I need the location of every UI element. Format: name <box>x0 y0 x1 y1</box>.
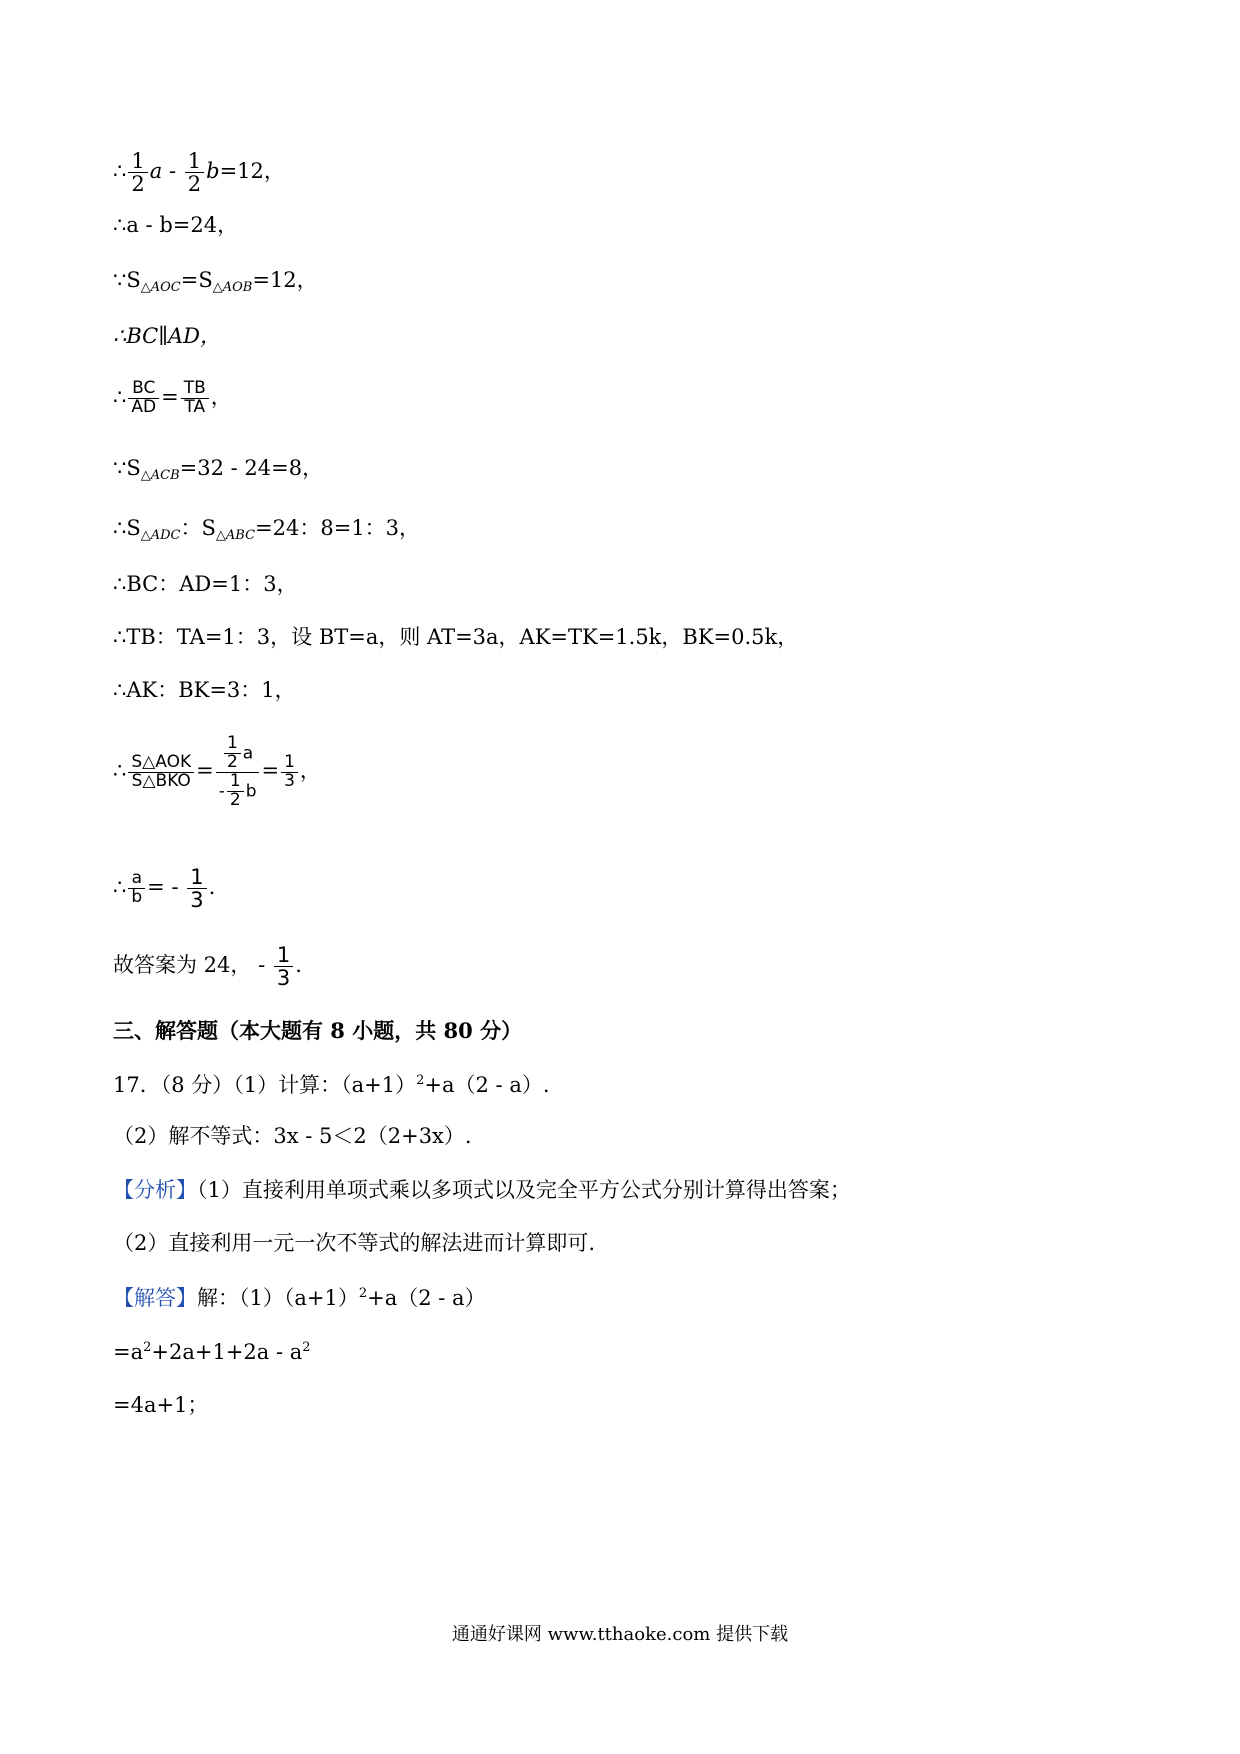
equation-line-7: $\therefore S_{\triangle ADC}$：$S_{\triangle ABC}=24$：8=1：3， <box>113 516 421 543</box>
fraction: $\frac{1}{3}$ <box>187 866 206 911</box>
problem-17-part-2: （2）解不等式：3x - 5＜2（2+3x）. <box>113 1124 472 1148</box>
fraction: $\frac{a}{b}$ <box>128 870 145 907</box>
equation-line-2: ∴a - b=24， <box>113 213 239 237</box>
equation-line-12: ∴ $\frac{a}{b}$ = - $\frac{1}{3}$ . <box>113 865 216 913</box>
compound-fraction: $\frac{1}{2}$ a - $\frac{1}{2}$ b <box>216 735 260 809</box>
fraction: $\frac{1}{3}$ <box>274 944 293 989</box>
page-footer: 通通好课网 www.tthaoke.com 提供下载 <box>451 1624 789 1645</box>
fraction: $\frac{1}{2}$ <box>185 150 204 195</box>
answer-line: 故答案为 24， - $\frac{1}{3}$ . <box>113 943 302 991</box>
therefore-symbol: ∴ <box>113 159 127 184</box>
solution-step-1: $=a^2+2a+1+2a - a^2$ <box>113 1340 311 1364</box>
fraction: $\frac{1}{2}$ <box>128 150 147 195</box>
equation-line-11: ∴ $\frac{\text{S△AOK}}{\text{S△BKO}}$ = $\frac{1}{2}$ a - $\frac{1}{2}$ b = $\frac{1}{3}$ ， <box>113 733 321 810</box>
fraction: $\frac{TB}{TA}$ <box>181 380 209 417</box>
fraction: $\frac{1}{3}$ <box>281 754 298 791</box>
equation-line-4: ∴BC∥AD， <box>113 324 221 348</box>
solution-step-2: =4a+1； <box>113 1393 209 1417</box>
analysis-line: 【分析】（1）直接利用单项式乘以多项式以及完全平方公式分别计算得出答案； <box>113 1178 851 1202</box>
fraction: $\frac{BC}{AD}$ <box>128 380 159 417</box>
equation-line-9: ∴TB：TA=1：3，设 BT=a，则 AT=3a，AK=TK=1.5k，BK=0.5k， <box>113 625 799 649</box>
equation-line-6: $\because S_{\triangle ACB}=32 - 24=8$， <box>113 456 324 483</box>
equation-line-8: ∴BC：AD=1：3， <box>113 572 298 596</box>
fraction: $\frac{\text{S△AOK}}{\text{S△BKO}}$ <box>128 754 194 791</box>
solution-tag: 【解答】 <box>113 1286 197 1310</box>
section-heading: 三、解答题（本大题有 8 小题，共 80 分） <box>113 1018 523 1043</box>
analysis-line-2: （2）直接利用一元一次不等式的解法进而计算即可. <box>113 1231 596 1255</box>
solution-line: 【解答】解：$(1)(a+1)^2+a(2 - a)$ <box>113 1286 486 1310</box>
equation-line-3: $\because S_{\triangle AOC}=S_{\triangle AOB}=12$， <box>113 268 318 295</box>
equation-line-10: ∴AK：BK=3：1， <box>113 678 296 702</box>
analysis-tag: 【分析】 <box>113 1178 197 1202</box>
problem-17: 17．（8 分）（1）计算：$(a+1)^2+a(2 - a)$. <box>113 1073 550 1097</box>
equation-line-1: ∴ $\frac{1}{2}$ a - $\frac{1}{2}$ b=12， <box>113 149 285 197</box>
equation-line-5: ∴ $\frac{BC}{AD}$ = $\frac{TB}{TA}$ ， <box>113 378 232 417</box>
